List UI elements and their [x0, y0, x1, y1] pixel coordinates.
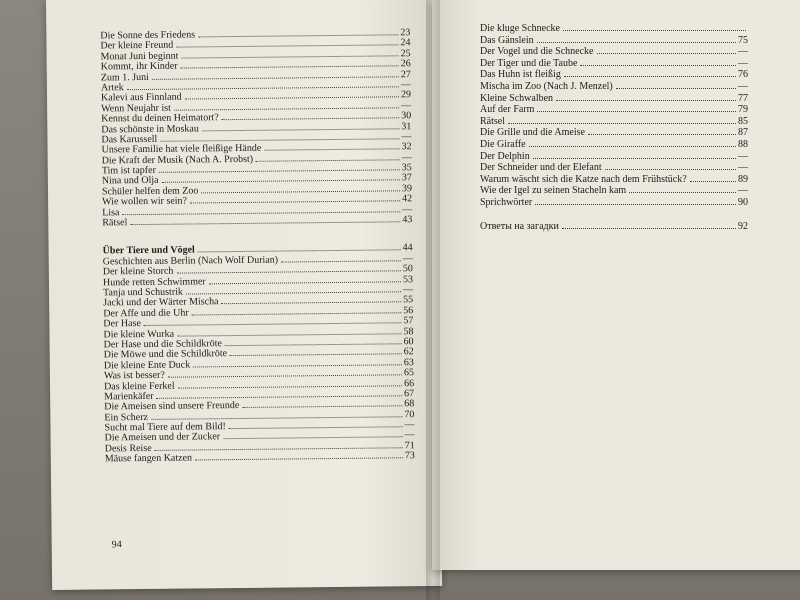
dot-leader [160, 138, 399, 142]
dot-leader [616, 88, 736, 89]
dot-leader [190, 201, 400, 204]
dot-leader [130, 221, 400, 225]
toc-entry-title: Rätsel [102, 217, 128, 229]
toc-entry-title: Wie der Igel zu seinen Stacheln kam [480, 185, 627, 197]
toc-entry-title: Desis Reise [104, 442, 152, 455]
toc-entry-title: Tim ist tapfer [101, 164, 156, 177]
toc-entry-page: 56 [403, 304, 414, 317]
dot-leader [580, 65, 736, 66]
toc-entry-page: 57 [403, 315, 414, 327]
dot-leader [174, 107, 399, 110]
dot-leader [178, 385, 402, 388]
toc-entry-title: Die Giraffe [480, 138, 526, 150]
toc-entry-title: Der Vogel und die Schnecke [480, 46, 594, 58]
dot-leader [537, 42, 736, 43]
toc-entry-title: Was ist besser? [103, 369, 165, 382]
toc-entry-page: 76 [738, 69, 748, 81]
toc-entry-title: Warum wäscht sich die Katze nach dem Frühstück? [480, 173, 687, 185]
dot-leader [152, 76, 399, 80]
toc-entry-title: Die Ameisen und der Zucker [104, 431, 221, 444]
toc-entry-title: Kommt, ihr Kinder [100, 60, 178, 73]
toc-entry-page: 30 [401, 110, 412, 122]
toc-entry-page: — [738, 46, 748, 58]
dot-leader [605, 169, 736, 170]
dot-leader [229, 426, 403, 429]
dot-leader [192, 312, 402, 315]
toc-entry [480, 140, 748, 152]
toc-entry-title: Tanja und Schustrik [103, 286, 183, 299]
left-toc-list [100, 28, 415, 465]
toc-entry-page: 29 [400, 89, 412, 101]
dot-leader [563, 30, 746, 31]
dot-leader [535, 204, 736, 205]
dot-leader [159, 169, 400, 173]
dot-leader [281, 260, 401, 262]
dot-leader [533, 158, 736, 159]
toc-entry-page: 79 [738, 104, 748, 116]
dot-leader [537, 111, 736, 112]
toc-entry-page: 85 [738, 115, 748, 127]
toc-entry-page: 89 [738, 173, 748, 185]
dot-leader [155, 447, 403, 451]
dot-leader [588, 134, 736, 135]
dot-leader [256, 159, 400, 162]
toc-entry [480, 82, 748, 94]
toc-entry-page: 73 [404, 450, 415, 462]
dot-leader [629, 192, 736, 193]
right-footer-list [480, 222, 748, 234]
dot-leader [223, 437, 402, 440]
toc-entry-page: — [401, 99, 412, 112]
toc-entry-page: 42 [402, 193, 413, 205]
dot-leader [222, 117, 400, 120]
toc-entry-page: 35 [401, 162, 412, 174]
toc-entry-page: — [404, 419, 415, 431]
toc-entry-title: Der Hase [103, 318, 141, 330]
toc-entry-title: Ein Scherz [104, 411, 149, 424]
toc-entry-page: — [402, 284, 414, 296]
toc-entry-title: Der Tiger und die Taube [480, 57, 578, 69]
toc-entry-page: — [404, 429, 415, 441]
toc-entry-page: 60 [403, 336, 414, 348]
dot-leader [181, 55, 398, 58]
toc-entry-title: Rätsel [480, 115, 505, 127]
toc-entry-page: 25 [400, 47, 411, 60]
toc-entry-page: — [402, 203, 413, 215]
toc-entry-page: 87 [738, 127, 748, 139]
dot-leader [157, 395, 403, 399]
toc-entry-title: Der kleine Storch [102, 265, 174, 278]
toc-entry-page: — [738, 57, 748, 69]
toc-entry-title: Lisa [102, 206, 120, 219]
dot-leader [127, 86, 399, 90]
toc-entry-page: 63 [403, 356, 414, 368]
dot-leader [225, 343, 402, 346]
dot-leader [176, 271, 400, 274]
toc-entry-page: — [401, 131, 412, 143]
toc-entry-title: Die kleine Ente Duck [103, 359, 191, 372]
toc-entry-page: 90 [738, 196, 748, 208]
toc-entry [480, 222, 748, 234]
toc-entry-title: Wenn Neujahr ist [101, 102, 171, 115]
dot-leader [264, 149, 399, 151]
dot-leader [181, 65, 399, 68]
toc-entry-page: 71 [404, 440, 415, 452]
toc-entry-title: Kleine Schwalben [480, 92, 554, 104]
toc-entry-title: Schüler helfen dem Zoo [101, 185, 199, 198]
toc-entry-page: 70 [404, 408, 415, 420]
toc-entry-page: — [738, 80, 748, 92]
dot-leader [151, 416, 402, 420]
toc-entry-title: Jacki und der Wärter Mischa [103, 296, 219, 309]
toc-entry-page: 77 [738, 92, 748, 104]
toc-entry-page: 37 [401, 172, 412, 184]
toc-entry-title: Die Grille und die Ameise [480, 127, 585, 139]
toc-entry-title: Das Huhn ist fleißig [480, 69, 561, 81]
toc-entry-title: Die Möwe und die Schildkröte [103, 348, 228, 361]
toc-entry-title: Die Kraft der Musik (Nach A. Probst) [101, 153, 254, 167]
toc-entry-page: 50 [402, 263, 413, 275]
toc-entry-page: 65 [403, 367, 414, 379]
toc-entry-page: — [401, 151, 412, 163]
toc-entry-title: Geschichten aus Berlin (Nach Wolf Durian) [102, 254, 279, 268]
toc-entry-title: Das schönste in Moskau [101, 122, 199, 135]
toc-entry [480, 24, 748, 36]
dot-leader [176, 45, 398, 48]
dot-leader [562, 228, 736, 229]
toc-entry-page: 68 [404, 398, 415, 410]
toc-entry-page: — [400, 79, 411, 91]
toc-entry-title: Hunde retten Schwimmer [102, 275, 206, 289]
toc-entry-title: Der kleine Freund [100, 40, 174, 52]
dot-leader [508, 123, 736, 124]
toc-entry-page: 55 [403, 294, 414, 306]
toc-entry-title: Das kleine Ferkel [103, 380, 175, 392]
dot-leader [230, 354, 402, 357]
dot-leader [177, 333, 401, 336]
left-page [46, 0, 442, 590]
toc-entry-page: 44 [402, 242, 413, 254]
toc-entry-page: 27 [400, 68, 411, 80]
toc-entry-page: 43 [402, 214, 413, 226]
dot-leader [202, 128, 399, 131]
book-gutter [426, 0, 440, 600]
dot-leader [564, 76, 736, 77]
toc-entry-title: Marienkäfer [104, 390, 154, 403]
toc-entry-page: 24 [400, 37, 411, 49]
toc-entry-title: Artek [100, 82, 124, 94]
toc-entry-page: 31 [401, 120, 412, 132]
toc-entry-page: 53 [402, 273, 414, 285]
toc-entry [105, 451, 415, 465]
toc-entry-page: 23 [400, 27, 411, 39]
toc-entry-title: Der Hase und die Schildkröte [103, 338, 222, 351]
toc-entry-title: Die kluge Schnecke [480, 23, 560, 34]
toc-entry-page: — [738, 162, 748, 174]
toc-entry-page: 75 [738, 34, 748, 46]
dot-leader [201, 190, 400, 193]
dot-leader [222, 302, 402, 305]
toc-entry-title: Das Karussell [101, 133, 158, 146]
dot-leader [597, 53, 737, 54]
page-number: 94 [111, 539, 122, 551]
toc-entry-page: — [738, 185, 748, 197]
toc-entry [480, 163, 748, 175]
dot-leader [193, 364, 402, 367]
toc-entry-page: 88 [738, 138, 748, 150]
dot-leader [198, 250, 401, 253]
toc-entry-title: Zum 1. Juni [100, 71, 149, 83]
toc-entry-title: Mischa im Zoo (Nach J. Menzel) [480, 80, 613, 92]
toc-entry-title: Wie wollen wir sein? [102, 195, 188, 208]
toc-entry-title: Das Gänslein [480, 34, 534, 46]
toc-entry-title: Der Delphin [480, 150, 530, 162]
toc-entry-title: Ответы на загадки [480, 221, 559, 232]
toc-entry-title: Monat Juni beginnt [100, 50, 179, 63]
toc-entry-title: Mäuse fangen Katzen [104, 452, 193, 465]
toc-entry-title: Die kleine Wurka [103, 328, 175, 340]
toc-entry-title: Die Ameisen sind unsere Freunde [104, 400, 240, 413]
toc-entry-page: 58 [403, 325, 414, 337]
toc-entry-title: Der Schneider und der Elefant [480, 162, 602, 174]
toc-entry-page: — [738, 150, 748, 162]
toc-entry-page: — [402, 252, 413, 265]
dot-leader [122, 211, 400, 215]
toc-entry-title: Sucht mal Tiere auf dem Bild! [104, 421, 226, 434]
dot-leader [185, 97, 399, 100]
dot-leader [195, 458, 403, 461]
toc-entry-title: Kalevi aus Finnland [100, 91, 182, 104]
dot-leader [690, 181, 736, 182]
toc-entry-title: Unsere Familie hat viele fleißige Hände [101, 143, 262, 156]
toc-entry-title: Sprichwörter [480, 196, 533, 208]
dot-leader [556, 100, 736, 101]
dot-leader [186, 291, 401, 294]
dot-leader [198, 34, 398, 37]
toc-entry-page: 66 [403, 377, 415, 389]
toc-entry-title: Die Sonne des Friedens [100, 29, 196, 42]
right-toc-list [480, 24, 748, 210]
toc-entry-title: Der Affe und die Uhr [103, 307, 189, 320]
toc-entry [480, 105, 748, 117]
dot-leader [242, 406, 402, 409]
toc-entry-page: 32 [401, 141, 412, 153]
toc-entry-title: Über Tiere und Vögel [102, 244, 195, 257]
toc-entry-page: 67 [404, 388, 415, 400]
dot-leader [529, 146, 736, 147]
toc-entry-page: 92 [738, 221, 748, 232]
dot-leader [162, 180, 400, 183]
dot-leader [168, 374, 402, 377]
dot-leader [144, 322, 402, 326]
toc-entry-page: 26 [400, 58, 411, 70]
right-page [432, 0, 800, 570]
toc-entry-title: Kennst du deinen Heimatort? [101, 112, 219, 125]
dot-leader [209, 281, 401, 284]
toc-entry-title: Nina und Olja [101, 175, 159, 187]
toc-entry-title: Auf der Farm [480, 104, 535, 116]
toc-entry-page: 39 [401, 183, 413, 195]
toc-entry-page: 62 [403, 346, 414, 358]
toc-entry [480, 198, 748, 210]
